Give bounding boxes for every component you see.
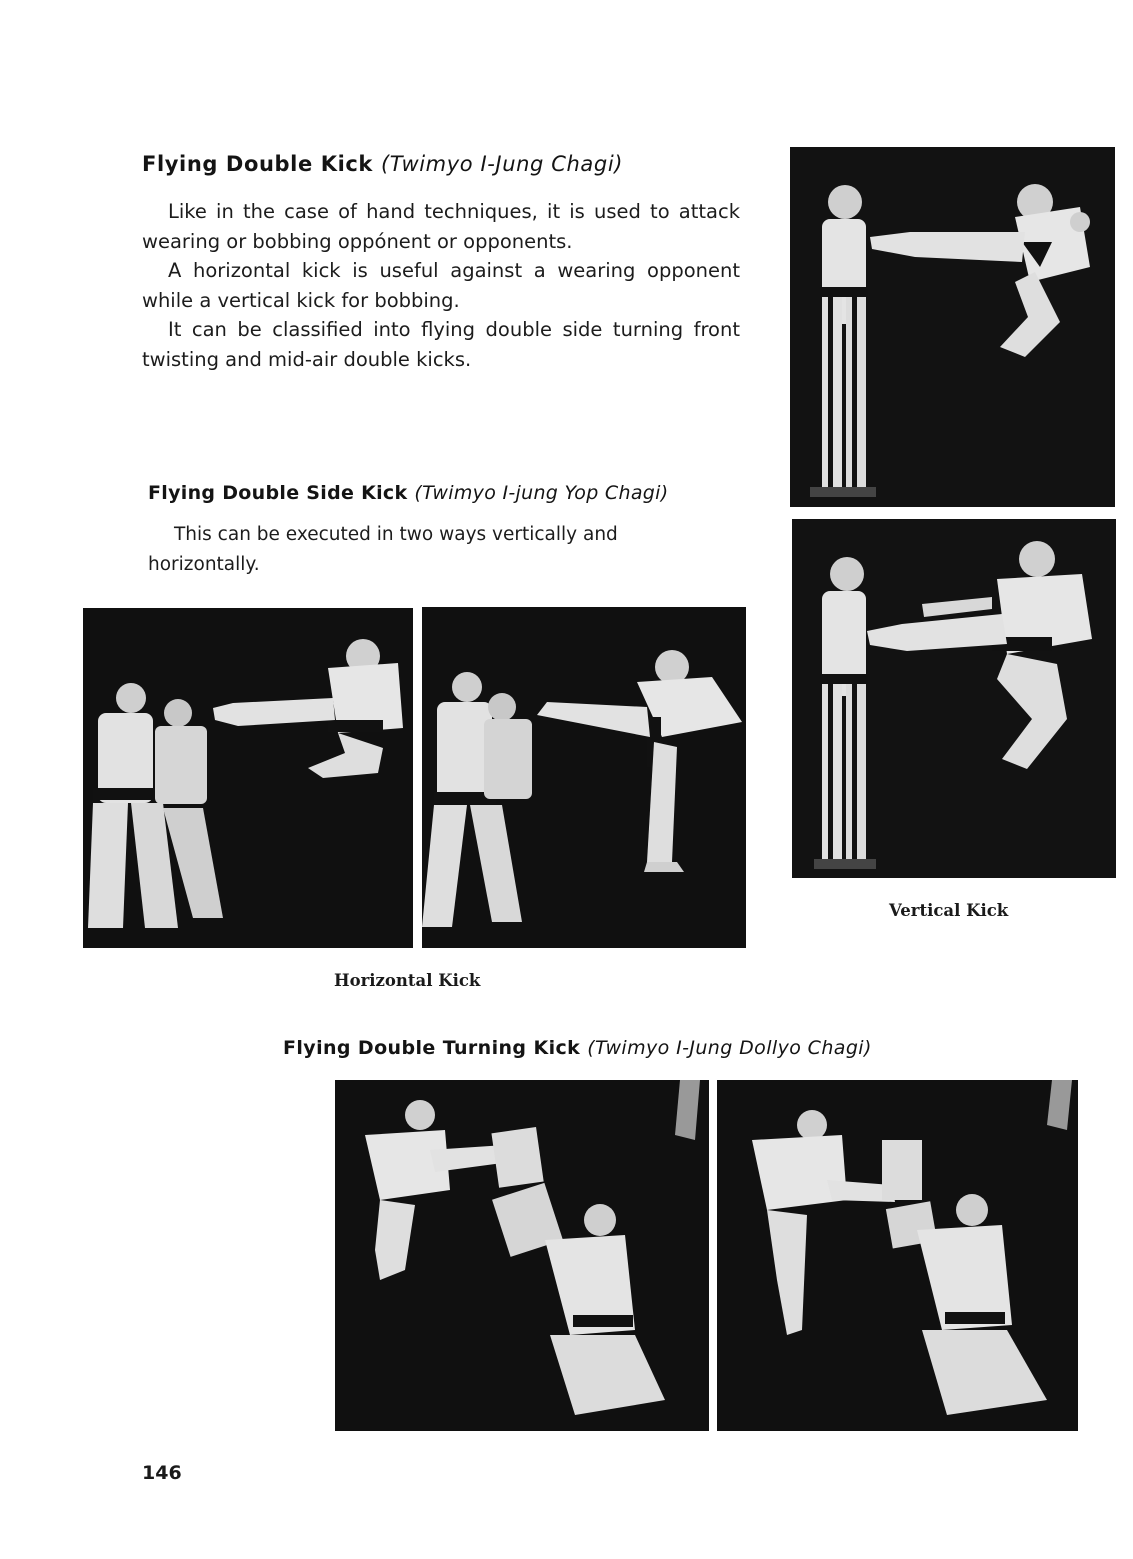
turning-kick-photo-right bbox=[717, 1080, 1078, 1431]
horizontal-kick-photo-left-illustration bbox=[83, 608, 413, 948]
vertical-kick-photo-top bbox=[790, 147, 1115, 507]
vertical-kick-photo-bottom bbox=[792, 519, 1116, 878]
section-1-paragraph-1: Like in the case of hand techniques, it is used to attack wearing or bobbing oppónent or opponents. bbox=[142, 200, 740, 253]
section-2-paragraph-1: This can be executed in two ways vertically and horizontally. bbox=[148, 524, 618, 575]
section-1-subtitle: (Twimyo I-Jung Chagi) bbox=[380, 152, 624, 176]
turning-kick-photo-left-illustration bbox=[335, 1080, 709, 1431]
section-1-title: Flying Double Kick bbox=[142, 152, 374, 176]
section-3-title: Flying Double Turning Kick bbox=[283, 1037, 581, 1059]
horizontal-kick-photo-right-illustration bbox=[422, 607, 746, 948]
section-1-paragraph-2: A horizontal kick is useful against a wearing opponent while a vertical kick for bobbing. bbox=[142, 259, 740, 312]
turning-kick-photo-left bbox=[335, 1080, 709, 1431]
horizontal-kick-photo-left bbox=[83, 608, 413, 948]
horizontal-kick-photo-right bbox=[422, 607, 746, 948]
section-2-heading bbox=[148, 482, 668, 504]
section-2-body bbox=[148, 520, 708, 580]
caption-horizontal-kick: Horizontal Kick bbox=[334, 971, 481, 990]
section-2-subtitle: (Twimyo I-jung Yop Chagi) bbox=[414, 482, 669, 504]
vertical-kick-photo-bottom-illustration bbox=[792, 519, 1116, 878]
vertical-kick-photo-top-illustration bbox=[790, 147, 1115, 507]
page-number: 146 bbox=[142, 1462, 182, 1484]
turning-kick-photo-right-illustration bbox=[717, 1080, 1078, 1431]
section-2-title: Flying Double Side Kick bbox=[148, 482, 408, 504]
section-3-heading bbox=[283, 1037, 872, 1059]
section-1-heading bbox=[142, 152, 623, 176]
section-3-subtitle: (Twimyo I-Jung Dollyo Chagi) bbox=[587, 1037, 872, 1059]
caption-vertical-kick: Vertical Kick bbox=[889, 901, 1009, 920]
section-1-body bbox=[142, 197, 740, 374]
section-1-paragraph-3: It can be classified into flying double side turning front twisting and mid-air double kicks. bbox=[142, 318, 740, 371]
